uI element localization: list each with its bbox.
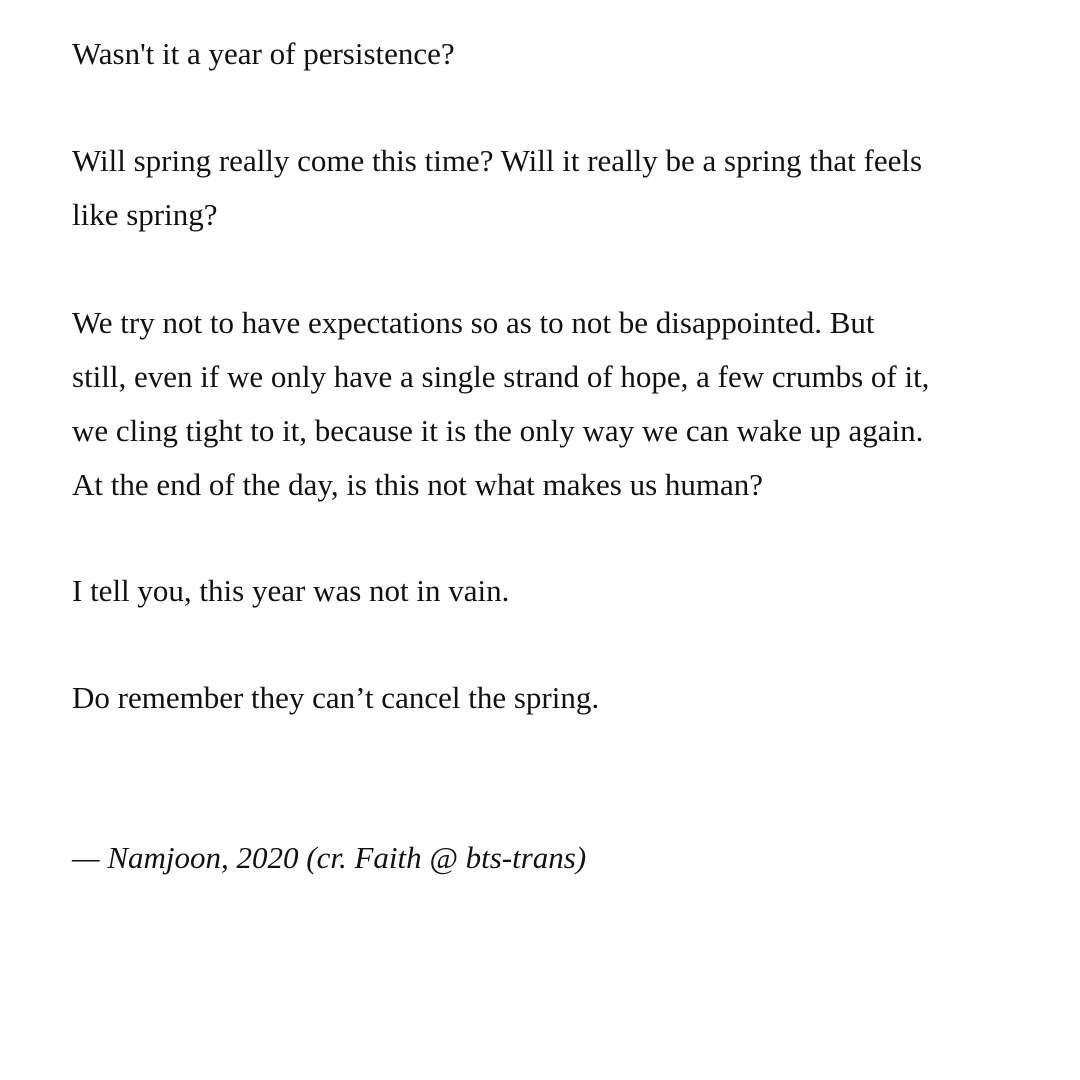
quote-line: Will spring really come this time? Will it really be a spring that feels xyxy=(72,143,923,178)
quote-line: Wasn't it a year of persistence? xyxy=(72,36,455,71)
quote-paragraph-2 xyxy=(72,134,922,242)
quote-line: We try not to have expectations so as to not be disappointed. But xyxy=(72,305,875,340)
quote-paragraph-5 xyxy=(72,671,599,725)
attribution: — Namjoon, 2020 (cr. Faith @ bts-trans) xyxy=(72,840,587,875)
quote-line: I tell you, this year was not in vain. xyxy=(72,573,510,608)
quote-paragraph-4 xyxy=(72,564,509,618)
quote-line: like spring? xyxy=(72,197,218,232)
quote-paragraph-1 xyxy=(72,27,455,81)
quote-paragraph-3 xyxy=(72,296,929,512)
quote-line: Do remember they can’t cancel the spring. xyxy=(72,680,600,715)
quote-page xyxy=(72,0,1032,1080)
quote-line: At the end of the day, is this not what makes us human? xyxy=(72,467,764,502)
quote-line: we cling tight to it, because it is the only way we can wake up again. xyxy=(72,413,924,448)
quote-line: still, even if we only have a single strand of hope, a few crumbs of it, xyxy=(72,359,930,394)
